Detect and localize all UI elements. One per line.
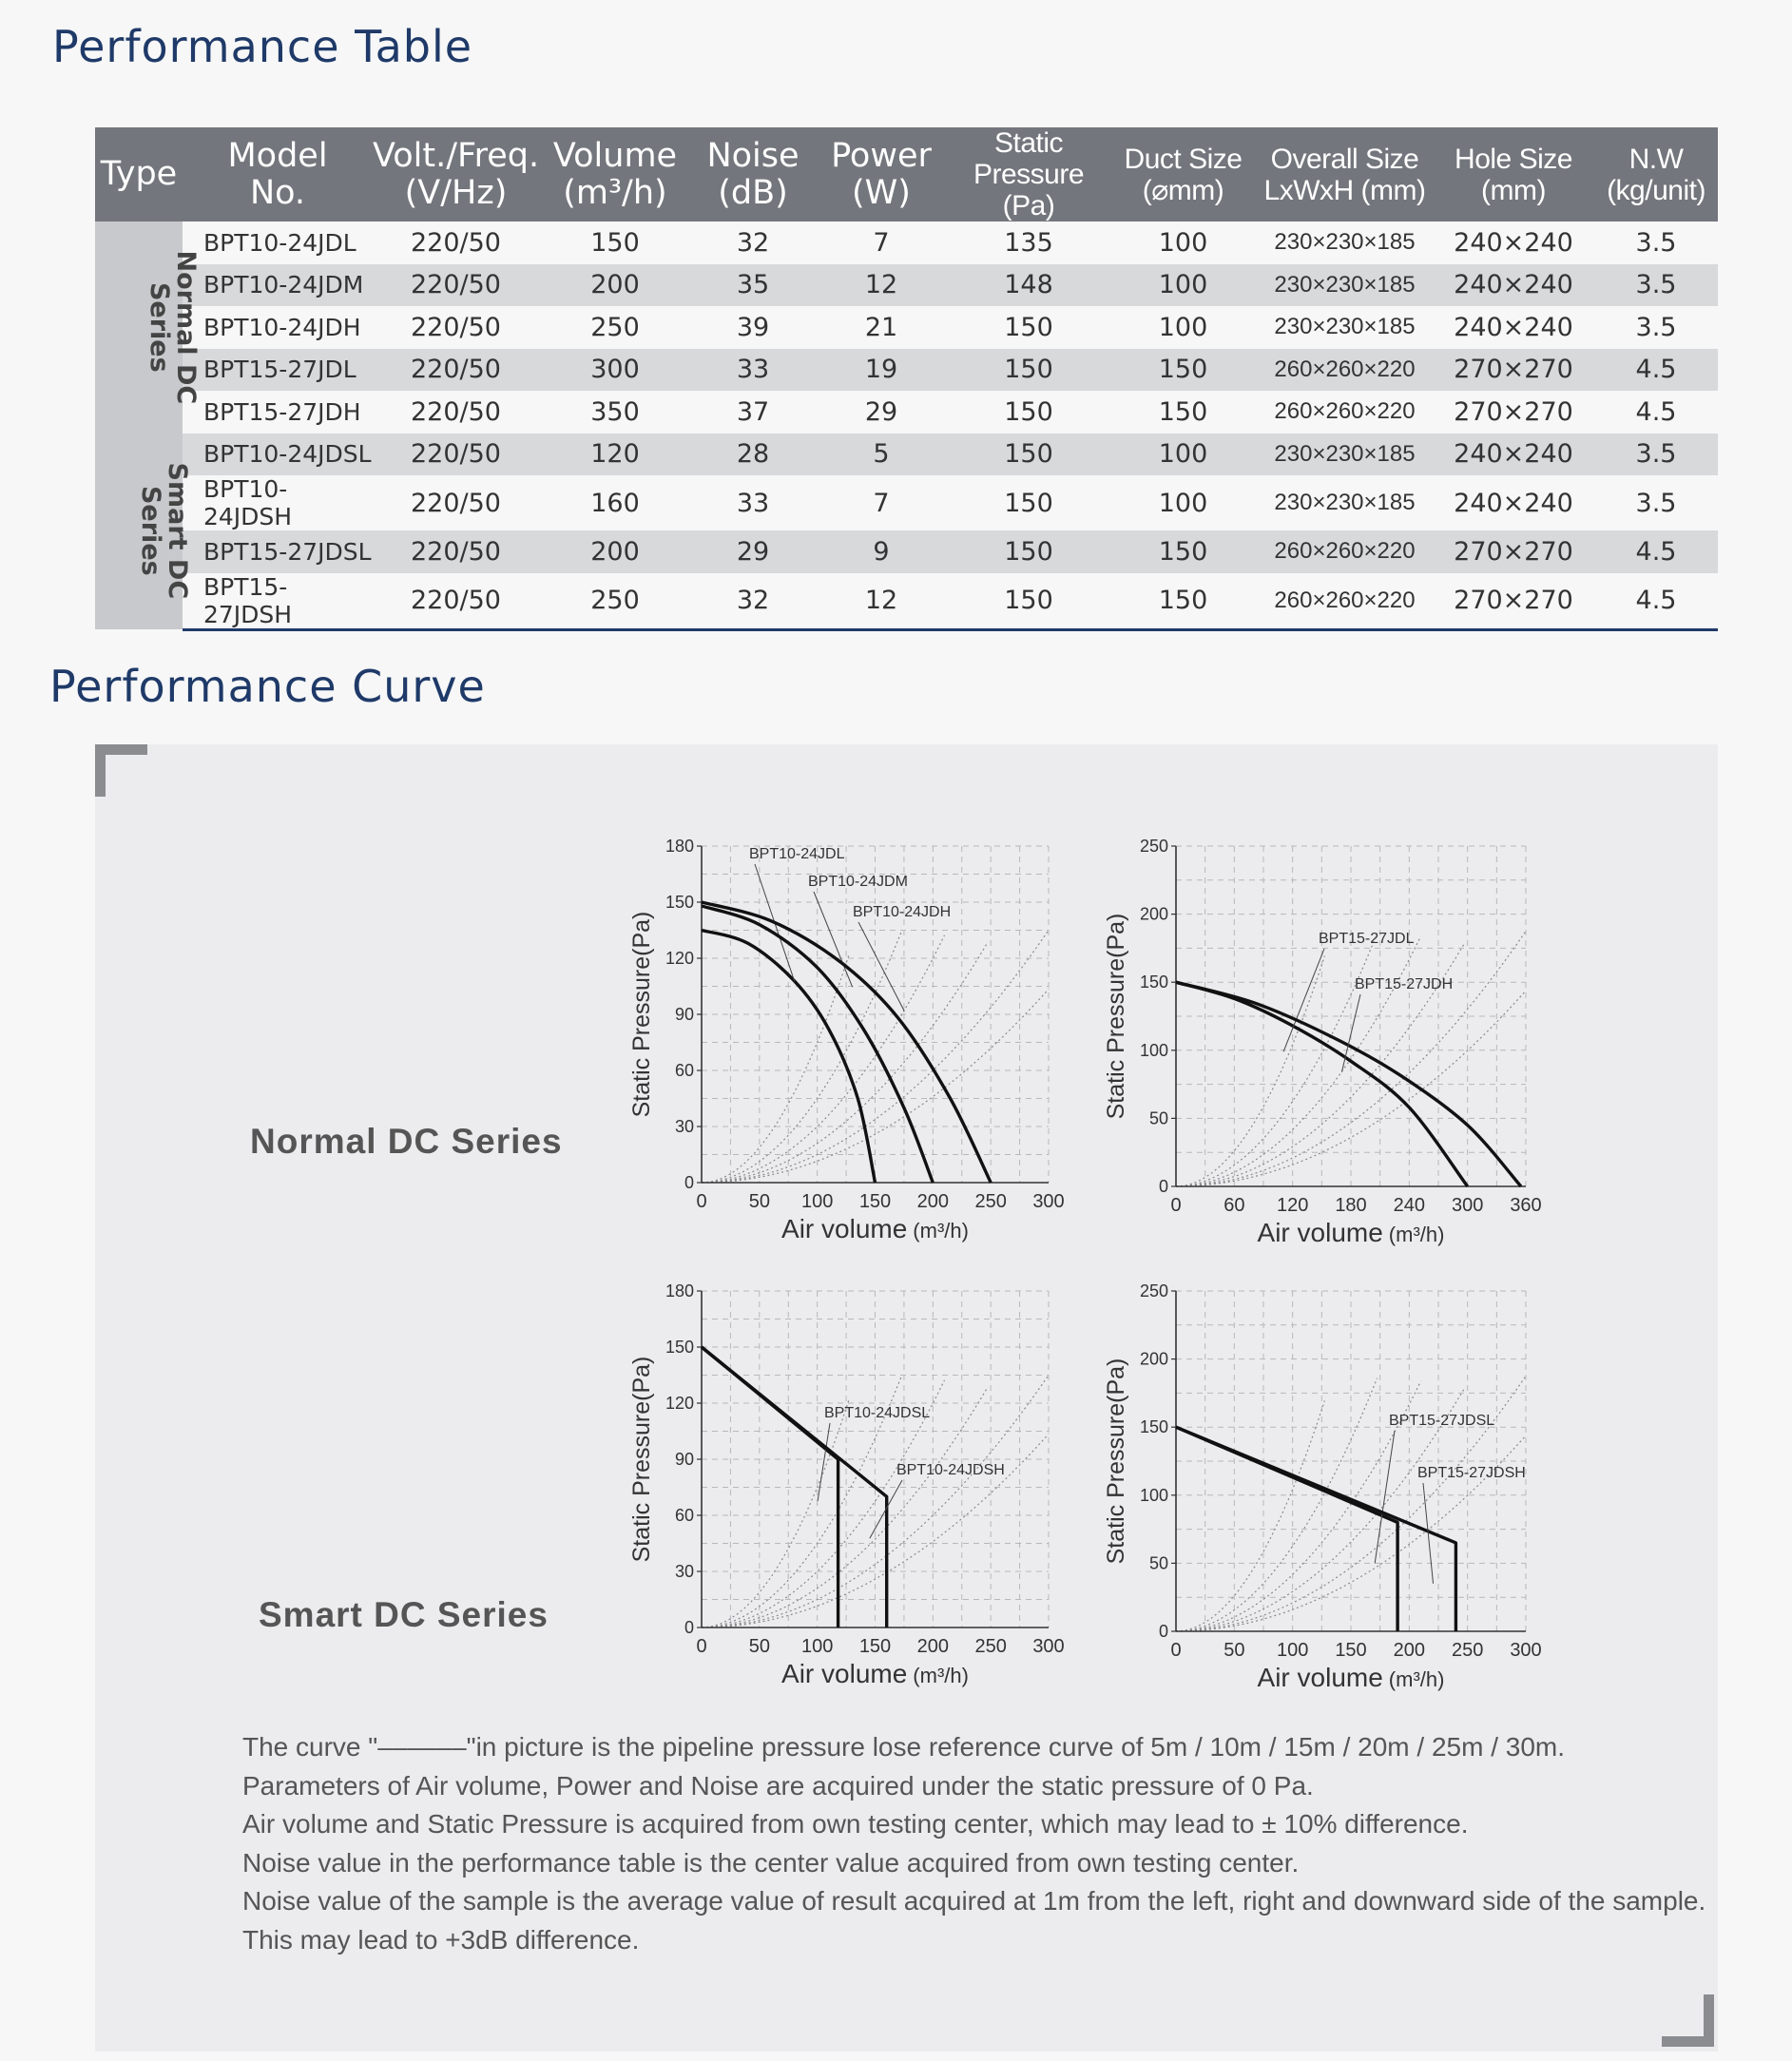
x-tick-label: 100 xyxy=(800,1636,834,1657)
y-tick-label: 100 xyxy=(1139,1485,1168,1505)
x-axis-unit: (m³/h) xyxy=(1388,1223,1445,1246)
header-cell xyxy=(1257,127,1433,222)
table-row xyxy=(95,433,1718,476)
value-cell: 7 xyxy=(873,488,890,518)
header-text: Type xyxy=(100,155,178,194)
model-cell: BPT10-24JDSH xyxy=(203,475,293,530)
chart-smart-dc-large xyxy=(1084,1274,1542,1692)
x-tick-label: 200 xyxy=(916,1636,950,1657)
header-cell xyxy=(815,127,948,222)
value-cell: 260×260×220 xyxy=(1257,573,1433,630)
value-cell: 3.5 xyxy=(1594,433,1718,476)
x-axis-unit: (m³/h) xyxy=(913,1219,969,1242)
x-axis-label-text: Air volume xyxy=(1257,1218,1383,1247)
value-cell: 12 xyxy=(815,264,948,307)
header-cell xyxy=(183,127,373,222)
value-cell: 270×270 xyxy=(1433,530,1594,573)
corner-bracket-top-left xyxy=(95,744,147,797)
series-label: BPT10-24JDH xyxy=(853,904,952,920)
value-cell: 150 xyxy=(1004,312,1053,342)
header-text: Static Pressure xyxy=(973,127,1085,190)
x-axis-label xyxy=(781,1659,969,1688)
x-tick-label: 150 xyxy=(1335,1640,1367,1661)
x-tick-label: 0 xyxy=(696,1636,707,1657)
header-text: Noise xyxy=(706,137,800,175)
y-tick-label: 0 xyxy=(1158,1177,1168,1196)
y-tick-label: 30 xyxy=(674,1117,694,1136)
header-cell xyxy=(1594,127,1718,222)
series-label: BPT15-27JDSL xyxy=(1389,1413,1495,1429)
x-axis-label-text: Air volume xyxy=(1257,1663,1383,1692)
reference-curve xyxy=(1176,1378,1378,1631)
model-cell: BPT15-27JDL xyxy=(183,349,373,392)
x-tick-label: 100 xyxy=(800,1191,834,1212)
value-cell: 100 xyxy=(1158,312,1208,342)
x-tick-label: 50 xyxy=(1224,1640,1245,1661)
reference-curve xyxy=(702,933,901,1183)
value-cell: 5 xyxy=(815,433,948,476)
value-cell: 220/50 xyxy=(373,433,539,476)
x-axis-unit: (m³/h) xyxy=(913,1664,969,1687)
x-tick-label: 180 xyxy=(1335,1195,1367,1216)
value-cell: 120 xyxy=(539,433,691,476)
value-cell: 150 xyxy=(1109,349,1257,392)
x-tick-label: 300 xyxy=(1032,1191,1065,1212)
value-cell: 135 xyxy=(1004,227,1053,258)
header-text: (V/Hz) xyxy=(404,173,508,212)
y-tick-label: 200 xyxy=(1139,1349,1168,1369)
value-cell: 3.5 xyxy=(1635,312,1677,342)
value-cell: 230×230×185 xyxy=(1274,490,1416,515)
header-text: Duct Size xyxy=(1124,143,1243,175)
value-cell: 100 xyxy=(1109,264,1257,307)
table-row xyxy=(95,349,1718,392)
model-cell: BPT10-24JDH xyxy=(203,313,361,341)
table-row xyxy=(95,391,1718,433)
model-cell: BPT10-24JDL xyxy=(203,228,356,257)
value-cell: 240×240 xyxy=(1454,312,1573,342)
x-axis-label xyxy=(1258,1663,1445,1692)
y-tick-label: 0 xyxy=(684,1618,694,1637)
value-cell: 240×240 xyxy=(1454,488,1573,518)
y-tick-label: 50 xyxy=(1148,1553,1168,1573)
value-cell: 260×260×220 xyxy=(1274,398,1416,425)
series-label: BPT15-27JDL xyxy=(1319,931,1415,947)
header-text: LxWxH (mm) xyxy=(1263,174,1426,206)
table-row xyxy=(95,264,1718,307)
value-cell: 160 xyxy=(590,488,640,518)
x-tick-label: 200 xyxy=(1393,1640,1426,1661)
header-text: (dB) xyxy=(718,173,788,212)
header-text: Volume xyxy=(552,137,678,175)
value-cell: 4.5 xyxy=(1594,349,1718,392)
value-cell: 39 xyxy=(736,312,770,342)
header-text: (Pa) xyxy=(1002,190,1055,222)
value-cell: 29 xyxy=(864,396,898,427)
reference-curve xyxy=(702,1387,988,1628)
header-text: Hole Size xyxy=(1455,143,1572,175)
value-cell: 148 xyxy=(948,264,1109,307)
header-text: (⌀mm) xyxy=(1142,174,1224,206)
performance-curve-title: Performance Curve xyxy=(49,661,486,712)
value-cell: 32 xyxy=(691,573,815,630)
grid xyxy=(702,1291,1049,1628)
series-leader xyxy=(814,892,853,987)
value-cell: 100 xyxy=(1158,488,1208,518)
value-cell: 200 xyxy=(539,264,691,307)
series-label: BPT15-27JDH xyxy=(1355,976,1454,992)
value-cell: 21 xyxy=(864,312,898,342)
x-tick-label: 100 xyxy=(1276,1640,1309,1661)
value-cell: 33 xyxy=(691,349,815,392)
series-leader xyxy=(1375,1431,1395,1563)
type-cell xyxy=(95,222,202,433)
header-text: (mm) xyxy=(1481,174,1546,206)
y-tick-label: 150 xyxy=(665,1338,694,1357)
value-cell: 4.5 xyxy=(1594,530,1718,573)
value-cell: 150 xyxy=(1004,396,1053,427)
header-text: Overall Size xyxy=(1270,143,1419,175)
x-tick-label: 250 xyxy=(1451,1640,1484,1661)
x-axis-unit: (m³/h) xyxy=(1388,1667,1445,1691)
header-text: Model xyxy=(227,137,328,175)
header-cell xyxy=(95,127,183,222)
x-tick-label: 60 xyxy=(1224,1195,1245,1216)
value-cell: 150 xyxy=(590,227,640,258)
corner-bracket-bottom-right xyxy=(1662,1994,1714,2047)
value-cell: 260×260×220 xyxy=(1257,530,1433,573)
y-tick-label: 60 xyxy=(674,1506,694,1525)
value-cell: 150 xyxy=(1158,396,1208,427)
value-cell: 240×240 xyxy=(1454,227,1573,258)
x-tick-label: 120 xyxy=(1276,1195,1309,1216)
series-label: BPT10-24JDSL xyxy=(824,1405,931,1421)
value-cell: 12 xyxy=(815,573,948,630)
value-cell: 9 xyxy=(815,530,948,573)
smart-dc-series-label: Smart DC Series xyxy=(259,1595,549,1634)
value-cell: 28 xyxy=(691,433,815,476)
y-tick-label: 250 xyxy=(1139,837,1168,856)
pipeline-reference-curves xyxy=(1176,932,1526,1187)
table-row xyxy=(95,530,1718,573)
value-cell: 220/50 xyxy=(411,488,501,518)
chart-normal-dc-large xyxy=(1084,829,1542,1247)
note-line: Noise value in the performance table is the center value acquired from own testing center. xyxy=(242,1847,1300,1878)
type-label xyxy=(135,462,193,600)
value-cell: 37 xyxy=(736,396,770,427)
header-cell xyxy=(948,127,1109,222)
header-cell xyxy=(691,127,815,222)
header-text: Volt./Freq. xyxy=(373,137,540,175)
value-cell: 4.5 xyxy=(1594,573,1718,630)
value-cell: 250 xyxy=(539,573,691,630)
value-cell: 220/50 xyxy=(373,573,539,630)
type-label-line: Series xyxy=(135,486,165,576)
value-cell: 35 xyxy=(691,264,815,307)
model-cell: BPT15-27JDSL xyxy=(183,530,373,573)
model-cell: BPT10-24JDSL xyxy=(183,433,373,476)
header-cell xyxy=(539,127,691,222)
x-tick-label: 250 xyxy=(974,1636,1007,1657)
chart-smart-dc-small xyxy=(608,1274,1065,1688)
value-cell: 220/50 xyxy=(373,264,539,307)
y-axis-label: Static Pressure(Pa) xyxy=(1103,913,1129,1120)
y-tick-label: 0 xyxy=(684,1173,694,1192)
performance-table xyxy=(95,127,1718,631)
header-cell xyxy=(1433,127,1594,222)
y-tick-label: 250 xyxy=(1139,1281,1168,1300)
reference-curve xyxy=(1176,1381,1421,1631)
value-cell: 3.5 xyxy=(1594,264,1718,307)
x-axis-label-text: Air volume xyxy=(781,1659,908,1688)
y-tick-label: 200 xyxy=(1139,904,1168,924)
series-label: BPT10-24JDM xyxy=(808,874,908,890)
value-cell: 230×230×185 xyxy=(1274,229,1416,256)
value-cell: 29 xyxy=(691,530,815,573)
value-cell: 220/50 xyxy=(411,396,501,427)
header-text: (kg/unit) xyxy=(1607,174,1705,206)
value-cell: 300 xyxy=(539,349,691,392)
header-text: No. xyxy=(249,173,306,212)
type-label xyxy=(145,250,200,404)
header-text: Power xyxy=(831,137,932,175)
x-tick-label: 360 xyxy=(1510,1195,1542,1216)
value-cell: 150 xyxy=(1109,530,1257,573)
table-row xyxy=(95,475,1718,530)
x-tick-label: 50 xyxy=(748,1636,770,1657)
x-tick-label: 250 xyxy=(974,1191,1007,1212)
value-cell: 150 xyxy=(1109,573,1257,630)
reference-curve xyxy=(702,1399,849,1628)
table-row xyxy=(95,222,1718,264)
series-label: BPT10-24JDL xyxy=(749,846,845,862)
series-label: BPT10-24JDSH xyxy=(896,1462,1005,1478)
y-tick-label: 150 xyxy=(665,893,694,912)
x-tick-label: 240 xyxy=(1393,1195,1426,1216)
value-cell: 220/50 xyxy=(411,227,501,258)
grid xyxy=(1176,846,1526,1186)
series-label: BPT15-27JDSH xyxy=(1417,1465,1526,1481)
value-cell: 150 xyxy=(948,530,1109,573)
x-tick-label: 300 xyxy=(1451,1195,1484,1216)
value-cell: 150 xyxy=(1004,488,1053,518)
value-cell: 3.5 xyxy=(1635,227,1677,258)
x-tick-label: 200 xyxy=(916,1191,950,1212)
table-header-row xyxy=(95,127,1718,222)
chart-normal-dc-small xyxy=(608,829,1065,1243)
header-text: (m³/h) xyxy=(563,173,667,212)
notes xyxy=(242,1728,1706,1960)
y-tick-label: 120 xyxy=(665,1394,694,1413)
value-cell: 220/50 xyxy=(411,312,501,342)
reference-curve xyxy=(702,954,849,1183)
value-cell: 33 xyxy=(736,488,770,518)
y-tick-label: 90 xyxy=(674,1450,694,1469)
value-cell: 100 xyxy=(1158,227,1208,258)
y-tick-label: 120 xyxy=(665,949,694,968)
x-tick-label: 50 xyxy=(748,1191,770,1212)
value-cell: 230×230×185 xyxy=(1257,264,1433,307)
value-cell: 32 xyxy=(736,227,770,258)
note-line: Air volume and Static Pressure is acquired from own testing center, which may lead to ± 10% difference. xyxy=(242,1809,1469,1839)
value-cell: 240×240 xyxy=(1433,264,1594,307)
y-tick-label: 0 xyxy=(1158,1622,1168,1641)
y-tick-label: 150 xyxy=(1139,973,1168,992)
y-tick-label: 100 xyxy=(1139,1040,1168,1060)
type-label-line: Normal DC xyxy=(171,250,202,404)
y-tick-label: 150 xyxy=(1139,1417,1168,1437)
grid xyxy=(1176,1291,1526,1631)
y-tick-label: 50 xyxy=(1148,1108,1168,1128)
value-cell: 260×260×220 xyxy=(1257,349,1433,392)
table-row xyxy=(95,306,1718,349)
x-tick-label: 0 xyxy=(696,1191,707,1212)
value-cell: 270×270 xyxy=(1433,349,1594,392)
value-cell: 200 xyxy=(539,530,691,573)
value-cell: 7 xyxy=(873,227,890,258)
y-tick-label: 180 xyxy=(665,837,694,856)
value-cell: 100 xyxy=(1109,433,1257,476)
y-tick-label: 180 xyxy=(665,1281,694,1300)
value-cell: 350 xyxy=(590,396,640,427)
y-tick-label: 60 xyxy=(674,1061,694,1080)
value-cell: 220/50 xyxy=(373,530,539,573)
x-tick-label: 0 xyxy=(1170,1195,1182,1216)
x-tick-label: 150 xyxy=(858,1636,892,1657)
grid xyxy=(702,846,1049,1183)
normal-dc-series-label: Normal DC Series xyxy=(250,1122,563,1161)
value-cell: 150 xyxy=(948,433,1109,476)
value-cell: 3.5 xyxy=(1635,488,1677,518)
series-leader xyxy=(1283,949,1324,1051)
x-axis-label xyxy=(781,1214,969,1243)
value-cell: 230×230×185 xyxy=(1257,433,1433,476)
note-line: Noise value of the sample is the average value of result acquired at 1m from the left, right and downward side of the sample. xyxy=(242,1886,1706,1917)
y-axis-label: Static Pressure(Pa) xyxy=(1103,1358,1129,1565)
x-tick-label: 300 xyxy=(1510,1640,1542,1661)
x-tick-label: 0 xyxy=(1170,1640,1182,1661)
reference-curve xyxy=(1176,956,1324,1187)
model-cell: BPT10-24JDM xyxy=(183,264,373,307)
table-row xyxy=(95,573,1718,630)
note-line: Parameters of Air volume, Power and Noise are acquired under the static pressure of 0 Pa. xyxy=(242,1770,1314,1801)
header-text: (W) xyxy=(852,173,911,212)
value-cell: 4.5 xyxy=(1635,396,1677,427)
series-leader xyxy=(818,1423,830,1501)
y-tick-label: 30 xyxy=(674,1562,694,1581)
y-axis-label: Static Pressure(Pa) xyxy=(628,1356,655,1563)
x-axis-label-text: Air volume xyxy=(781,1214,908,1243)
value-cell: 230×230×185 xyxy=(1274,314,1416,340)
y-axis-label: Static Pressure(Pa) xyxy=(628,911,655,1118)
model-cell: BPT15-27JDSH xyxy=(183,573,373,630)
note-line: This may lead to +3dB difference. xyxy=(242,1924,640,1955)
x-tick-label: 300 xyxy=(1032,1636,1065,1657)
header-text: N.W xyxy=(1628,143,1684,175)
reference-curve xyxy=(1176,936,1421,1186)
type-cell xyxy=(95,433,193,630)
value-cell: 150 xyxy=(948,573,1109,630)
value-cell: 150 xyxy=(948,349,1109,392)
type-label-line: Smart DC xyxy=(163,462,193,600)
value-cell: 240×240 xyxy=(1433,433,1594,476)
table-body xyxy=(95,222,1718,629)
y-tick-label: 90 xyxy=(674,1005,694,1024)
x-axis-label xyxy=(1258,1218,1445,1247)
performance-table-title: Performance Table xyxy=(52,21,473,72)
x-tick-label: 150 xyxy=(858,1191,892,1212)
value-cell: 270×270 xyxy=(1433,573,1594,630)
value-cell: 19 xyxy=(815,349,948,392)
type-label-line: Series xyxy=(144,281,174,373)
header-cell xyxy=(1109,127,1257,222)
value-cell: 250 xyxy=(590,312,640,342)
value-cell: 270×270 xyxy=(1454,396,1573,427)
value-cell: 220/50 xyxy=(373,349,539,392)
header-cell xyxy=(373,127,539,222)
note-line: The curve "––––––"in picture is the pipeline pressure lose reference curve of 5m / 10m / 15m / 20m / 25m / 30m. xyxy=(242,1732,1566,1762)
model-cell: BPT15-27JDH xyxy=(203,397,361,426)
